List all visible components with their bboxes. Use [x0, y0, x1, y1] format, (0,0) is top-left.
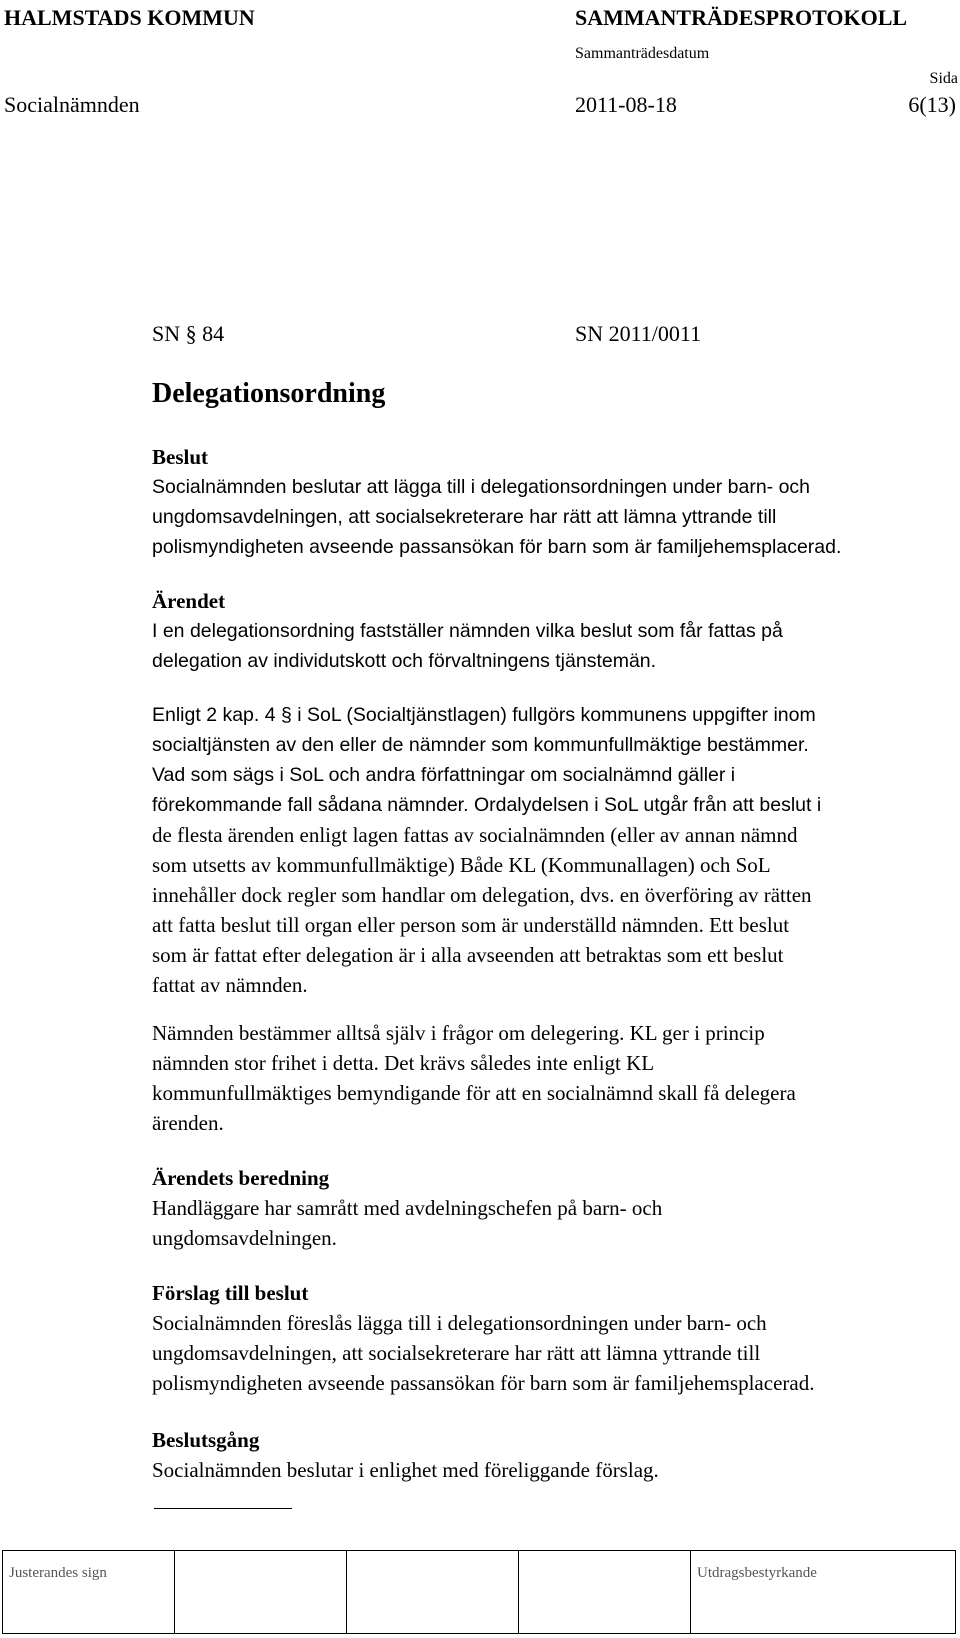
arendet-paragraph-3: [152, 1018, 942, 1138]
document-type: SAMMANTRÄDESPROTOKOLL: [575, 5, 908, 30]
text-line: Socialnämnden föreslås lägga till i delegationsordningen under barn- och: [152, 1311, 767, 1335]
signature-cell: [347, 1551, 519, 1633]
page-number: 6(13): [908, 92, 956, 117]
text-line: polismyndigheten avseende passansökan för barn som är familjehemsplacerad.: [152, 536, 842, 558]
justerandes-sign-cell: [3, 1551, 175, 1633]
text-line: ärenden.: [152, 1111, 224, 1135]
signature-table: [2, 1550, 956, 1634]
text-line: att fatta beslut till organ eller person som är underställd nämnden. Ett beslut: [152, 913, 790, 937]
text-line: som är fattat efter delegation är i alla avseenden att betraktas som ett beslut: [152, 943, 784, 967]
section-heading: Förslag till beslut: [152, 1281, 309, 1305]
section-arendet: [152, 586, 942, 676]
text-line: de flesta ärenden enligt lagen fattas av socialnämnden (eller av annan nämnd: [152, 823, 798, 847]
section-heading: Ärendets beredning: [152, 1166, 330, 1190]
signature-cell: [519, 1551, 691, 1633]
text-line: ungdomsavdelningen.: [152, 1226, 337, 1250]
text-line: Handläggare har samrått med avdelningschefen på barn- och: [152, 1196, 663, 1220]
text-line: ungdomsavdelningen, att socialsekreterare har rätt att lämna yttrande till: [152, 506, 777, 528]
section-heading: Ärendet: [152, 589, 226, 613]
section-forslag: [152, 1278, 942, 1398]
case-title: Delegationsordning: [152, 378, 386, 409]
text-line: förekommande fall sådana nämnder. Ordalydelsen i SoL utgår från att beslut i: [152, 794, 822, 816]
justerandes-sign-label: Justerandes sign: [9, 1565, 107, 1581]
text-line: fattat av nämnden.: [152, 973, 308, 997]
text-line: Vad som sägs i SoL och andra författningar om socialnämnd gäller i: [152, 764, 736, 786]
diary-number: SN 2011/0011: [575, 321, 702, 346]
section-beslutsgang: [152, 1425, 942, 1485]
section-beslut: [152, 442, 942, 562]
text-line: I en delegationsordning fastställer nämnden vilka beslut som får fattas på: [152, 620, 783, 642]
text-line: Enligt 2 kap. 4 § i SoL (Socialtjänstlagen) fullgörs kommunens uppgifter inom: [152, 704, 816, 726]
committee-name: Socialnämnden: [4, 92, 140, 117]
text-line: delegation av individutskott och förvaltningens tjänstemän.: [152, 650, 657, 672]
text-line: socialtjänsten av den eller de nämnder som kommunfullmäktige bestämmer.: [152, 734, 809, 756]
organization-name: HALMSTADS KOMMUN: [4, 5, 255, 30]
paragraph-number: SN § 84: [152, 321, 225, 346]
signature-cell: [175, 1551, 347, 1633]
section-heading: Beslutsgång: [152, 1428, 260, 1452]
text-line: polismyndigheten avseende passansökan för barn som är familjehemsplacerad.: [152, 1371, 815, 1395]
text-line: Socialnämnden beslutar att lägga till i delegationsordningen under barn- och: [152, 476, 811, 498]
section-beredning: [152, 1163, 942, 1253]
text-line: som utsetts av kommunfullmäktige) Både KL (Kommunallagen) och SoL: [152, 853, 771, 877]
utdragsbestyrkande-cell: [691, 1551, 955, 1633]
signature-divider: [154, 1508, 292, 1509]
text-line: nämnden stor frihet i detta. Det krävs således inte enligt KL: [152, 1051, 655, 1075]
text-line: innehåller dock regler som handlar om delegation, dvs. en överföring av rätten: [152, 883, 812, 907]
utdragsbestyrkande-label: Utdragsbestyrkande: [697, 1565, 817, 1581]
meeting-date: 2011-08-18: [575, 92, 677, 117]
text-line: Nämnden bestämmer alltså själv i frågor om delegering. KL ger i princip: [152, 1021, 765, 1045]
arendet-paragraph-2: [152, 700, 942, 1000]
text-line: kommunfullmäktiges bemyndigande för att en socialnämnd skall få delegera: [152, 1081, 796, 1105]
section-heading: Beslut: [152, 445, 209, 469]
text-line: ungdomsavdelningen, att socialsekreterare har rätt att lämna yttrande till: [152, 1341, 761, 1365]
text-line: Socialnämnden beslutar i enlighet med föreliggande förslag.: [152, 1458, 659, 1482]
page-label: Sida: [929, 70, 958, 87]
date-label: Sammanträdesdatum: [575, 45, 710, 62]
